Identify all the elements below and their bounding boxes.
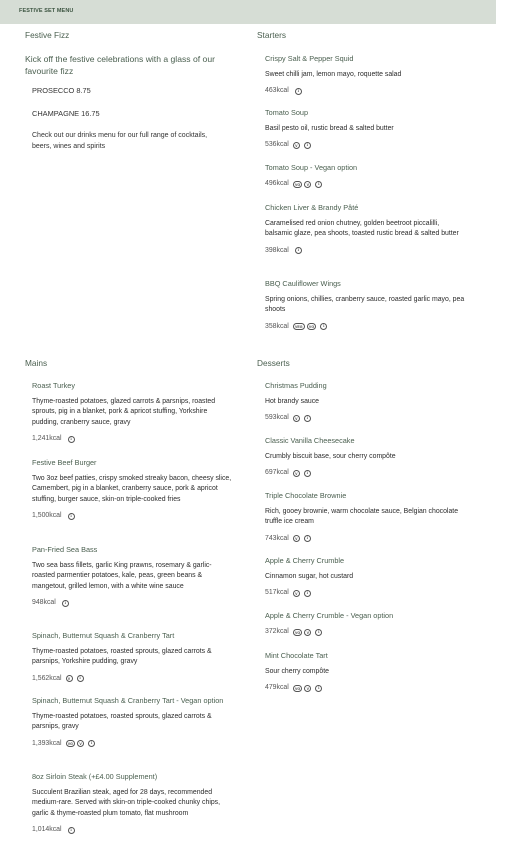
info-icon[interactable]: i bbox=[304, 415, 311, 422]
menu-item bbox=[265, 381, 465, 423]
item-description: Hot brandy sauce bbox=[265, 398, 320, 405]
menu-item bbox=[32, 545, 232, 608]
item-description: Sweet chilli jam, lemon mayo, roquette salad bbox=[265, 71, 402, 78]
item-name: Tomato Soup - Vegan option bbox=[265, 163, 358, 172]
item-description: Rich, gooey brownie, warm chocolate sauce, Belgian chocolate truffle ice cream bbox=[265, 508, 459, 526]
item-meta bbox=[32, 511, 232, 521]
dietary-badge-veg: VEG bbox=[293, 323, 305, 330]
item-name: Pan-Fried Sea Bass bbox=[32, 545, 98, 554]
champagne-price: CHAMPAGNE 16.75 bbox=[32, 109, 100, 118]
item-description: Thyme-roasted potatoes, roasted sprouts, glazed carrots & parsnips, Yorkshire pudding, gravy bbox=[32, 648, 212, 666]
dietary-badge-v: V bbox=[77, 740, 84, 747]
dietary-badge-v: V bbox=[304, 629, 311, 636]
item-name: Christmas Pudding bbox=[265, 381, 327, 390]
prosecco-price: PROSECCO 8.75 bbox=[32, 86, 91, 95]
kcal-label: 496kcal bbox=[265, 180, 289, 187]
item-name: Roast Turkey bbox=[32, 381, 75, 390]
item-name: Festive Beef Burger bbox=[32, 458, 97, 467]
section-title-starters: Starters bbox=[257, 30, 287, 40]
menu-item bbox=[32, 696, 232, 749]
menu-item bbox=[32, 631, 232, 684]
item-name: Tomato Soup bbox=[265, 108, 308, 117]
item-name: Triple Chocolate Brownie bbox=[265, 491, 347, 500]
kcal-label: 1,241kcal bbox=[32, 435, 62, 443]
item-description: Spring onions, chillies, cranberry sauce, roasted garlic mayo, pea shoots bbox=[265, 296, 465, 314]
section-title-desserts: Desserts bbox=[257, 358, 290, 368]
item-meta bbox=[265, 86, 465, 96]
item-description: Basil pesto oil, rustic bread & salted butter bbox=[265, 125, 394, 132]
dietary-badge-v: V bbox=[293, 535, 300, 542]
tab-festive-set-menu[interactable] bbox=[0, 0, 496, 24]
info-icon[interactable]: i bbox=[315, 629, 322, 636]
dietary-badge-v: V bbox=[293, 590, 300, 597]
menu-item bbox=[265, 491, 465, 544]
item-meta bbox=[32, 434, 232, 444]
item-name: Classic Vanilla Cheesecake bbox=[265, 436, 355, 445]
info-icon[interactable]: i bbox=[68, 513, 75, 520]
section-title-fizz: Festive Fizz bbox=[25, 30, 70, 40]
item-meta bbox=[265, 534, 465, 544]
item-meta bbox=[32, 825, 232, 835]
info-icon[interactable]: i bbox=[62, 600, 69, 607]
item-meta bbox=[32, 674, 232, 684]
menu-item bbox=[265, 108, 465, 150]
menu-item bbox=[32, 772, 232, 835]
item-name: Mint Chocolate Tart bbox=[265, 651, 328, 660]
kcal-label: 1,014kcal bbox=[32, 826, 62, 834]
kcal-label: 536kcal bbox=[265, 141, 289, 149]
menu-item bbox=[265, 556, 465, 598]
item-meta bbox=[265, 140, 465, 150]
kcal-label: 593kcal bbox=[265, 414, 289, 422]
kcal-label: 697kcal bbox=[265, 469, 289, 477]
menu-item bbox=[265, 436, 465, 478]
item-meta bbox=[32, 598, 232, 608]
item-meta bbox=[265, 413, 465, 423]
dietary-badge-v: V bbox=[304, 181, 311, 188]
item-name: Chicken Liver & Brandy Pâté bbox=[265, 203, 359, 212]
item-name: Apple & Cherry Crumble - Vegan option bbox=[265, 611, 394, 620]
item-description: Thyme-roasted potatoes, roasted sprouts, glazed carrots & parsnips, gravy bbox=[32, 713, 212, 731]
dietary-badge-v: V bbox=[304, 685, 311, 692]
drinks-note: Check out our drinks menu for our full range of cocktails, beers, wines and spirits bbox=[32, 132, 208, 150]
item-meta bbox=[265, 246, 465, 256]
kcal-label: 948kcal bbox=[32, 599, 56, 607]
info-icon[interactable]: i bbox=[315, 685, 322, 692]
menu-item bbox=[265, 203, 465, 256]
dietary-badge-vg: VG bbox=[293, 685, 303, 692]
info-icon[interactable]: i bbox=[88, 740, 95, 747]
item-meta bbox=[265, 468, 465, 478]
item-description: Two 3oz beef patties, crispy smoked streaky bacon, cheesy slice, Camembert, pig in a blanket, cranberry sauce, pork & apricot stuffing, burger sauce, skin-on triple-cooked fries bbox=[32, 475, 232, 503]
kcal-label: 358kcal bbox=[265, 322, 289, 330]
menu-item bbox=[265, 163, 465, 189]
item-meta bbox=[265, 322, 465, 332]
item-meta bbox=[265, 683, 465, 693]
item-description: Sour cherry compôte bbox=[265, 668, 329, 675]
kcal-label: 1,562kcal bbox=[32, 674, 62, 682]
info-icon[interactable]: i bbox=[304, 535, 311, 542]
dietary-badge-vg: VG bbox=[66, 740, 76, 747]
item-description: Thyme-roasted potatoes, glazed carrots & parsnips, roasted sprouts, pig in a blanket, pork & apricot stuffing, Yorkshire pudding, cranberry sauce, gravy bbox=[32, 398, 216, 426]
menu-item bbox=[265, 279, 465, 332]
item-name: Spinach, Butternut Squash & Cranberry Tart - Vegan option bbox=[32, 696, 224, 705]
dietary-badge-vg: VG bbox=[307, 323, 317, 330]
menu-item bbox=[32, 381, 232, 444]
info-icon[interactable]: i bbox=[77, 675, 84, 682]
kcal-label: 517kcal bbox=[265, 589, 289, 597]
info-icon[interactable]: i bbox=[68, 436, 75, 443]
kcal-label: 1,393kcal bbox=[32, 739, 62, 747]
info-icon[interactable]: i bbox=[295, 88, 302, 95]
item-meta bbox=[265, 179, 465, 189]
item-name: Crispy Salt & Pepper Squid bbox=[265, 54, 354, 63]
info-icon[interactable]: i bbox=[315, 181, 322, 188]
info-icon[interactable]: i bbox=[304, 470, 311, 477]
info-icon[interactable]: i bbox=[295, 247, 302, 254]
section-title-mains: Mains bbox=[25, 358, 48, 368]
item-description: Cinnamon sugar, hot custard bbox=[265, 573, 354, 580]
item-description: Caramelised red onion chutney, golden beetroot piccalilli, balsamic glaze, pea shoots, toasted rustic bread & salted butter bbox=[265, 220, 459, 238]
item-name: Spinach, Butternut Squash & Cranberry Tart bbox=[32, 631, 175, 640]
kcal-label: 1,500kcal bbox=[32, 512, 62, 520]
dietary-badge-vg: VG bbox=[293, 629, 303, 636]
dietary-badge-v: V bbox=[293, 415, 300, 422]
dietary-badge-v: V bbox=[293, 470, 300, 477]
info-icon[interactable]: i bbox=[304, 590, 311, 597]
item-meta bbox=[265, 588, 465, 598]
dietary-badge-v: V bbox=[293, 142, 300, 149]
item-name: Apple & Cherry Crumble bbox=[265, 556, 345, 565]
dietary-badge-v: V bbox=[66, 675, 73, 682]
item-meta bbox=[265, 627, 465, 637]
item-description: Succulent Brazilian steak, aged for 28 days, recommended medium-rare. Served with skin-on triple-cooked chunky chips, garlic & thyme-roasted plum tomato, flat mushroom bbox=[32, 789, 221, 817]
kcal-label: 372kcal bbox=[265, 628, 289, 635]
kcal-label: 743kcal bbox=[265, 534, 289, 542]
info-icon[interactable]: i bbox=[320, 323, 327, 330]
kcal-label: 463kcal bbox=[265, 87, 289, 95]
menu-item bbox=[32, 458, 232, 521]
info-icon[interactable]: i bbox=[304, 142, 311, 149]
dietary-badge-vg: VG bbox=[293, 181, 303, 188]
item-description: Two sea bass fillets, garlic King prawns, rosemary & garlic-roasted parmentier potatoes, kale, peas, green beans & mangetout, grilled lemon, with a white wine sauce bbox=[32, 562, 212, 590]
item-meta bbox=[32, 739, 232, 749]
info-icon[interactable]: i bbox=[68, 827, 75, 834]
kcal-label: 398kcal bbox=[265, 246, 289, 254]
fizz-intro: Kick off the festive celebrations with a glass of our favourite fizz bbox=[25, 54, 215, 76]
menu-item bbox=[265, 54, 465, 96]
menu-item bbox=[265, 611, 465, 637]
item-name: 8oz Sirloin Steak (+£4.00 Supplement) bbox=[32, 772, 158, 781]
item-name: BBQ Cauliflower Wings bbox=[265, 279, 341, 288]
menu-item bbox=[265, 651, 465, 693]
item-description: Crumbly biscuit base, sour cherry compôte bbox=[265, 453, 396, 460]
tab-label: FESTIVE SET MENU bbox=[19, 8, 74, 14]
kcal-label: 479kcal bbox=[265, 684, 289, 692]
